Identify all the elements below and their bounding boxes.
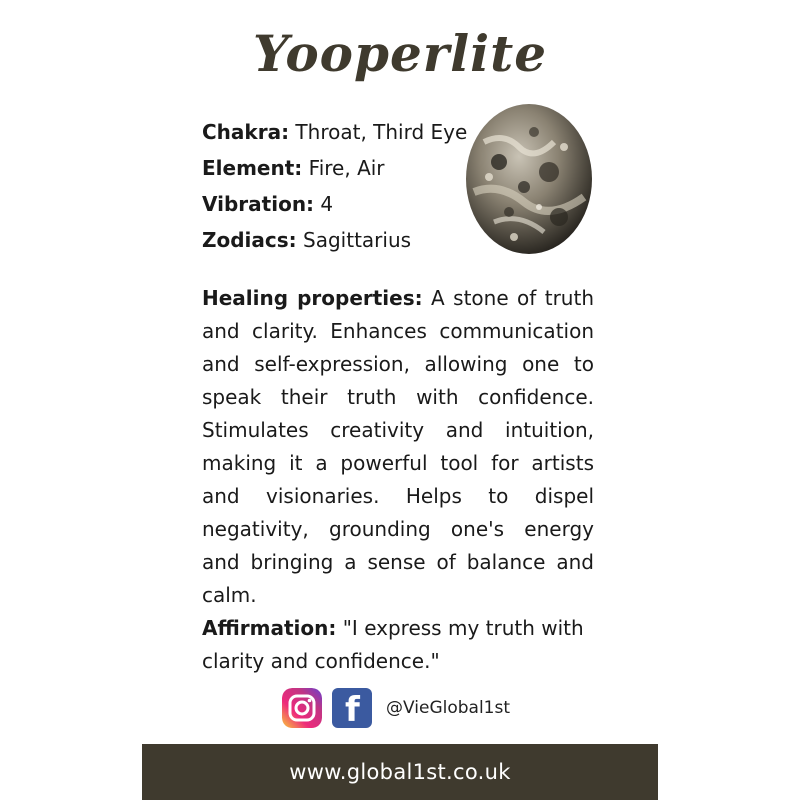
affirmation-label: Affirmation: [202, 616, 337, 640]
chakra-label: Chakra: [202, 120, 290, 144]
website-link[interactable]: www.global1st.co.uk [289, 760, 511, 784]
zodiac-label: Zodiacs: [202, 228, 297, 252]
attribute-list [202, 114, 467, 258]
facebook-glyph: f [345, 690, 360, 730]
chakra-value: Throat, Third Eye [289, 120, 468, 144]
healing-properties [202, 282, 594, 612]
stone-image [464, 102, 594, 256]
vibration-row [202, 186, 467, 222]
stone-title: Yooperlite [252, 24, 548, 83]
affirmation [202, 612, 594, 678]
element-value: Fire, Air [302, 156, 385, 180]
healing-label: Healing properties: [202, 286, 423, 310]
zodiac-value: Sagittarius [296, 228, 412, 252]
facebook-icon[interactable] [332, 688, 372, 728]
vibration-value: 4 [314, 192, 334, 216]
vibration-label: Vibration: [202, 192, 315, 216]
instagram-icon[interactable] [282, 688, 322, 728]
footer-bar [142, 744, 658, 800]
chakra-row [202, 114, 467, 150]
zodiac-row [202, 222, 467, 258]
element-label: Element: [202, 156, 303, 180]
social-row [282, 688, 510, 728]
social-handle[interactable]: @VieGlobal1st [386, 698, 511, 718]
element-row [202, 150, 467, 186]
affirmation-text: "I express my truth with clarity and confidence." [202, 616, 584, 673]
healing-text: A stone of truth and clarity. Enhances communication and self-expression, allowing one to speak their truth with confidence. Stimulates creativity and intuition, making it a powerful tool for artists and visionaries. Helps to dispel negativity, grounding one's energy and bringing a sense of balance and calm. [202, 286, 595, 607]
info-card [142, 0, 658, 800]
